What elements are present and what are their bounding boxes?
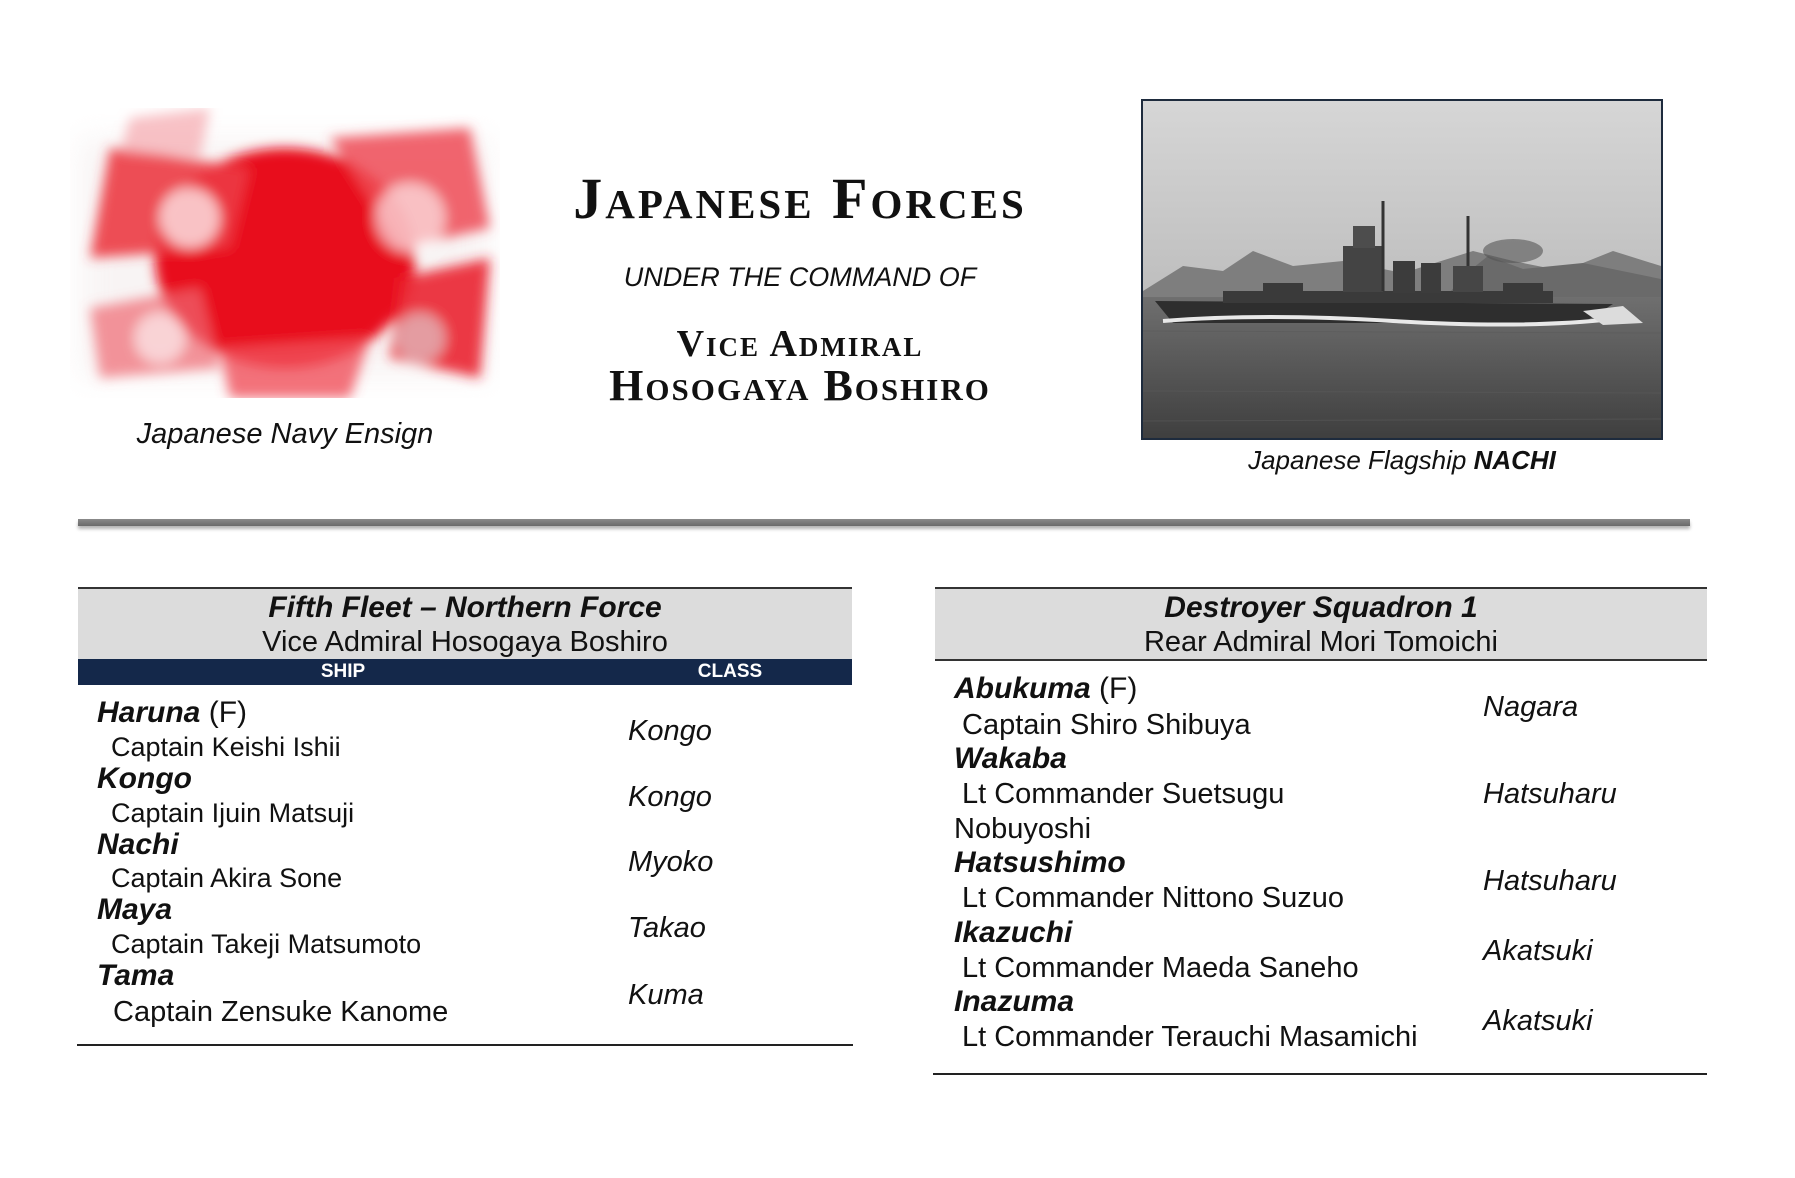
ensign-caption: Japanese Navy Ensign	[136, 418, 434, 450]
flagship-marker: (F)	[1099, 672, 1138, 705]
ship-class: Nagara	[1483, 691, 1579, 723]
table-bottom-rule	[77, 1044, 853, 1046]
ship-name: Tama	[97, 959, 175, 992]
photo-caption	[1141, 445, 1663, 476]
ship-captain: Captain Keishi Ishii	[111, 732, 341, 762]
ship-class: Hatsuharu	[1483, 778, 1617, 810]
ship-class: Kongo	[628, 715, 712, 747]
photo-caption-ship: NACHI	[1473, 445, 1556, 475]
flagship-marker: (F)	[208, 696, 248, 729]
command-subtitle: UNDER THE COMMAND OF	[623, 262, 977, 292]
ship-captain: Lt Commander Terauchi Masamichi	[962, 1021, 1418, 1053]
flagship-photo	[1141, 99, 1663, 440]
ship-name: Wakaba	[954, 742, 1067, 775]
commander-rank: Vice Admiral	[676, 323, 924, 365]
ship-captain: Lt Commander Nittono Suzuo	[962, 882, 1345, 914]
ship-name: Inazuma	[954, 985, 1075, 1018]
ship-captain: Captain Akira Sone	[111, 863, 343, 893]
page-title: Japanese Forces	[573, 166, 1027, 231]
ship-captain: Captain Shiro Shibuya	[962, 709, 1251, 741]
ship-class: Akatsuki	[1483, 1005, 1593, 1037]
destroyer-squadron-table-header	[935, 587, 1707, 661]
navy-ensign-image	[70, 108, 500, 398]
ship-name: Haruna (F)	[97, 696, 248, 729]
ship-class: Kongo	[628, 781, 712, 813]
squadron-name: Destroyer Squadron 1	[1164, 591, 1478, 624]
fifth-fleet-table-header	[78, 587, 852, 685]
col-ship: SHIP	[320, 661, 366, 682]
fleet-name: Fifth Fleet – Northern Force	[268, 591, 662, 624]
ship-class: Hatsuharu	[1483, 865, 1617, 897]
ship-class: Takao	[628, 912, 706, 944]
ship-captain: Captain Takeji Matsumoto	[111, 929, 422, 959]
photo-caption-prefix: Japanese Flagship	[1248, 445, 1467, 475]
ship-name: Hatsushimo	[954, 846, 1126, 879]
section-divider	[78, 519, 1690, 526]
ship-captain: Lt Commander Suetsugu	[962, 778, 1285, 810]
ship-captain: Captain Zensuke Kanome	[113, 996, 449, 1028]
table-bottom-rule	[933, 1073, 1707, 1075]
ship-name: Maya	[97, 893, 173, 926]
fleet-commander: Vice Admiral Hosogaya Boshiro	[262, 626, 668, 658]
commander-name: Hosogaya Boshiro	[609, 361, 991, 410]
ship-name: Nachi	[97, 828, 179, 861]
col-class: CLASS	[697, 661, 763, 682]
destroyer-squadron-heading	[935, 587, 1707, 661]
ship-captain: Lt Commander Maeda Saneho	[962, 952, 1359, 984]
ship-captain: Captain Ijuin Matsuji	[111, 798, 355, 828]
ship-name: Abukuma (F)	[954, 672, 1138, 705]
ship-class: Akatsuki	[1483, 935, 1593, 967]
ship-name: Kongo	[97, 762, 192, 795]
fifth-fleet-heading	[78, 587, 852, 659]
ship-class: Myoko	[628, 846, 714, 878]
ship-name: Ikazuchi	[954, 916, 1073, 949]
column-header-bar	[78, 659, 852, 685]
ship-captain-continued: Nobuyoshi	[954, 813, 1092, 845]
squadron-commander: Rear Admiral Mori Tomoichi	[1143, 626, 1499, 658]
ship-class: Kuma	[628, 979, 704, 1011]
